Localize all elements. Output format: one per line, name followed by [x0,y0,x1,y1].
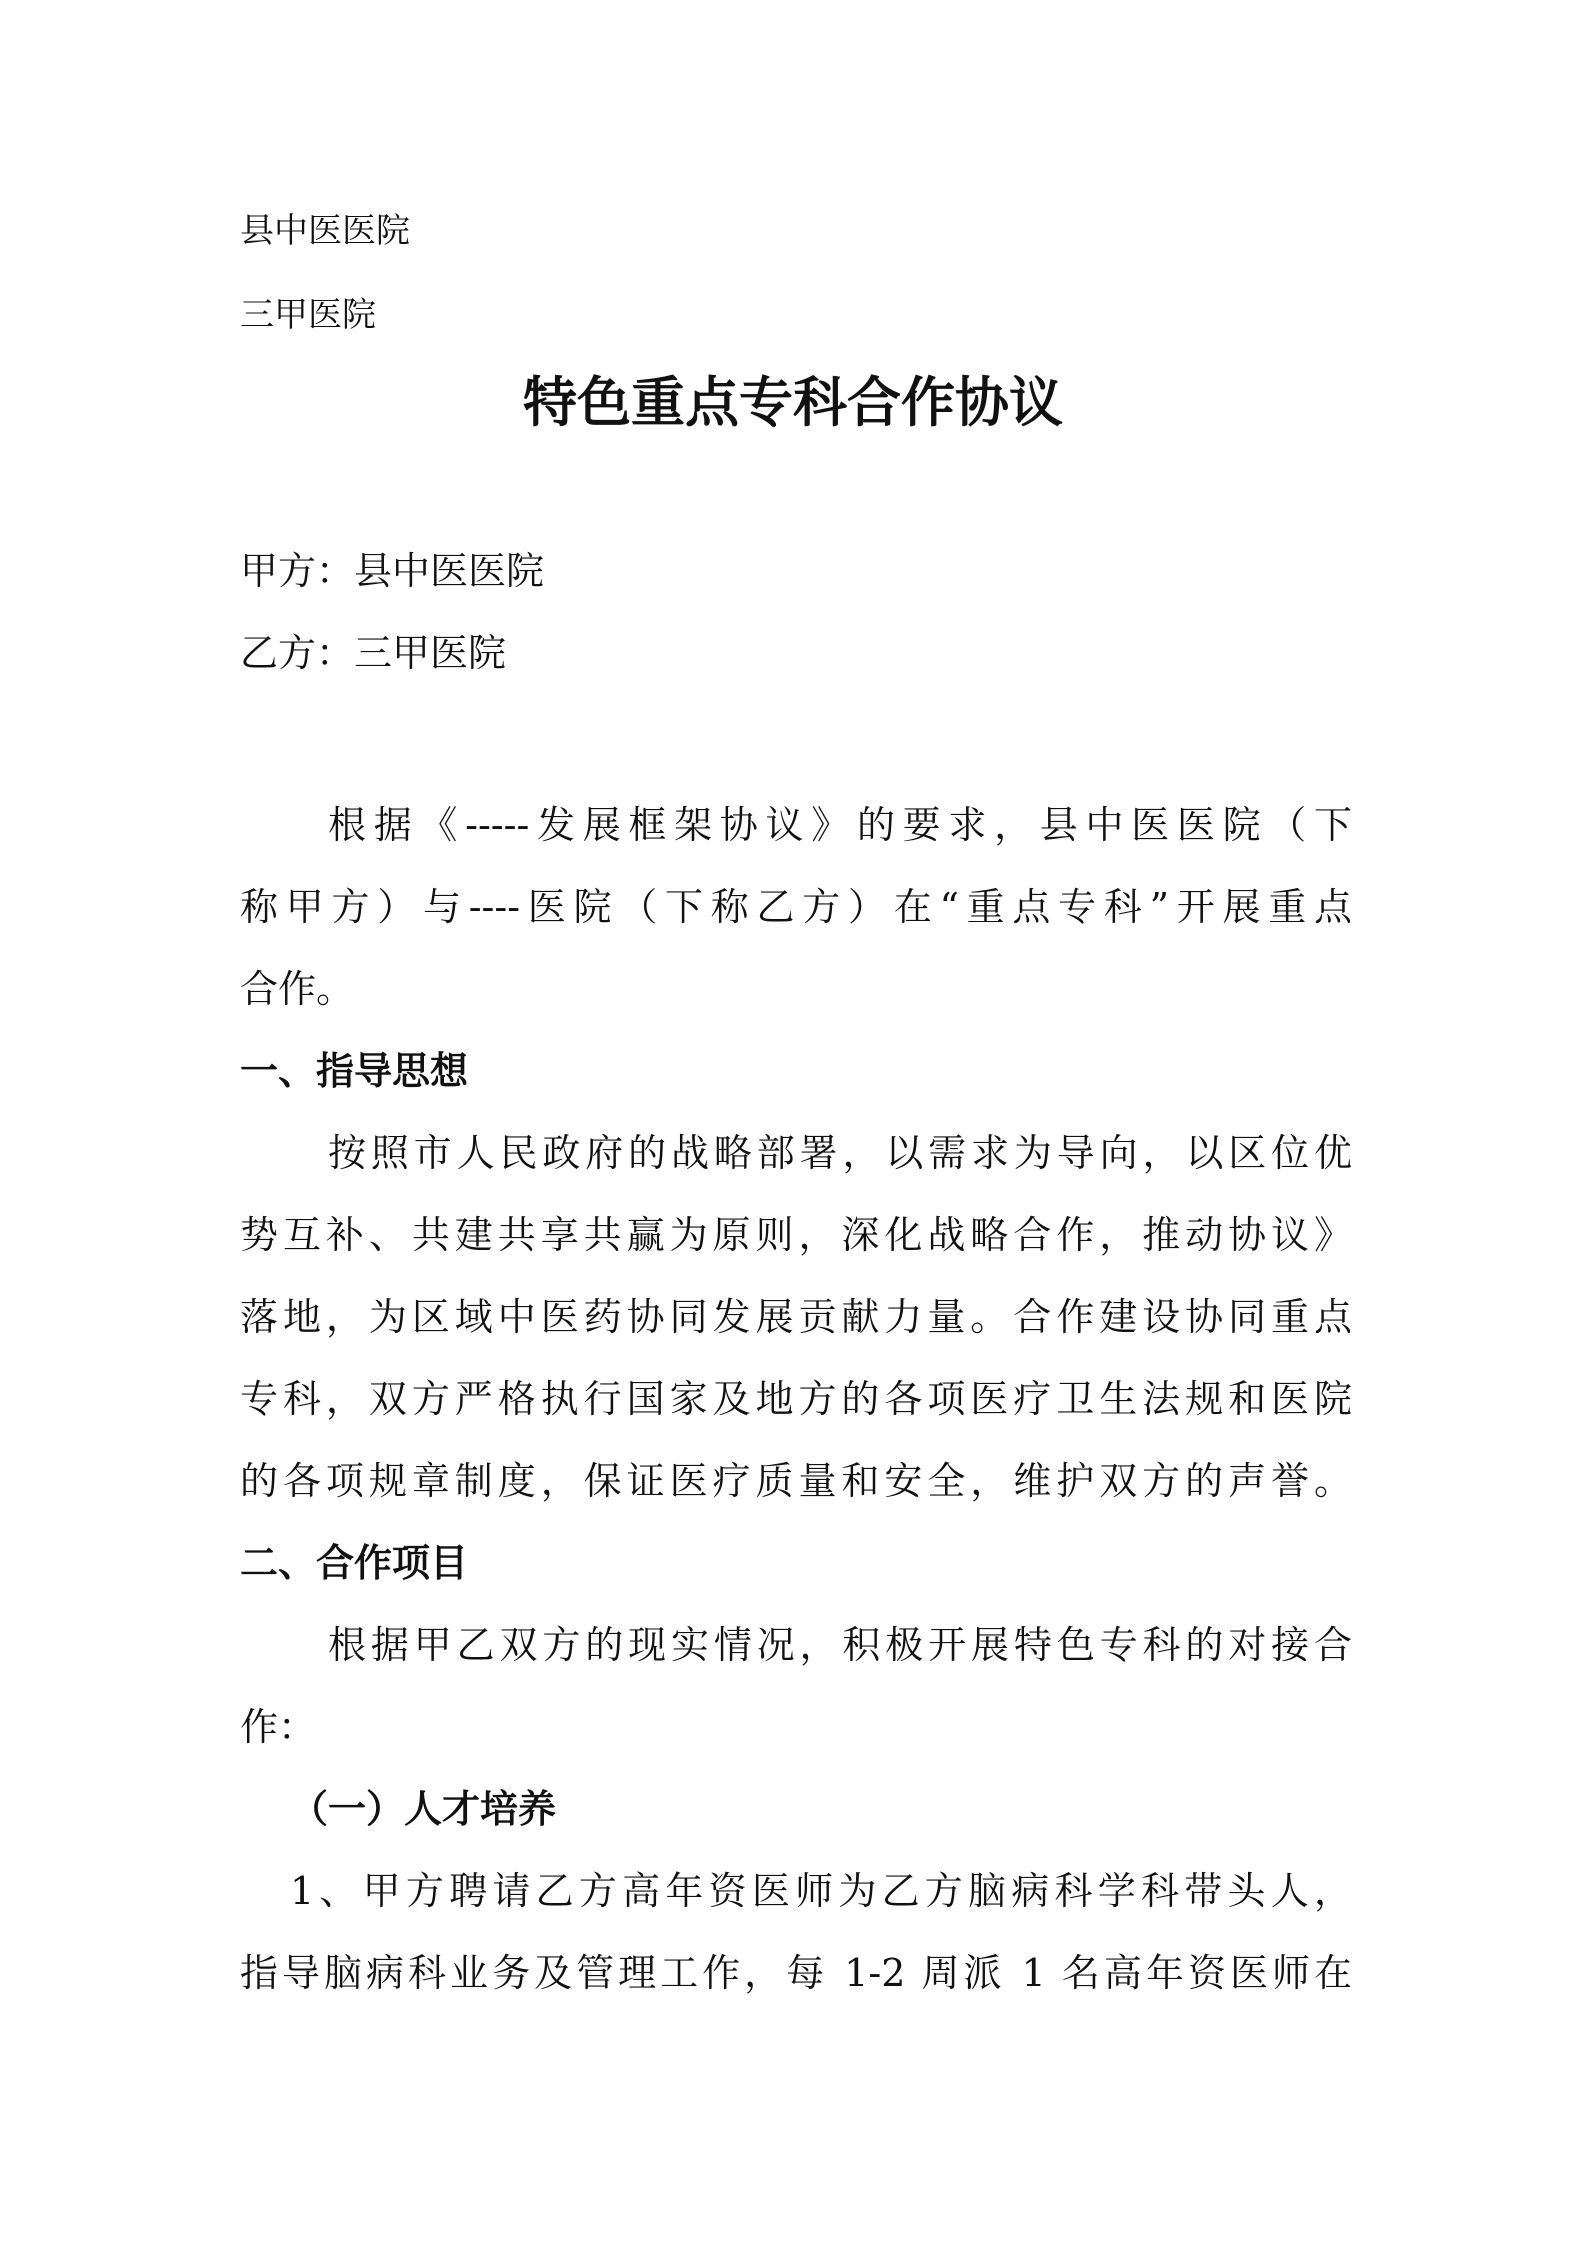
item-1-line-2: 指导脑病科业务及管理工作，每 1-2 周派 1 名高年资医师在 [240,1951,1352,1995]
section-2-line-1: 根据甲乙双方的现实情况，积极开展特色专科的对接合 [328,1623,1352,1667]
section-1-line-4: 专科，双方严格执行国家及地方的各项医疗卫生法规和医院 [240,1377,1352,1421]
item-1-line-1: 1、甲方聘请乙方高年资医师为乙方脑病科学科带头人， [290,1869,1352,1913]
section-1-line-5: 的各项规章制度，保证医疗质量和安全，维护双方的声誉。 [240,1459,1352,1503]
party-b: 乙方：三甲医院 [240,631,507,675]
intro-line-3: 合作。 [240,967,355,1011]
header-line-2: 三甲医院 [240,295,376,335]
header-line-1: 县中医医院 [240,211,410,251]
section-2-line-2: 作： [240,1705,317,1749]
section-1-line-2: 势互补、共建共享共赢为原则，深化战略合作，推动协议》 [240,1213,1352,1257]
section-1-heading: 一、指导思想 [240,1049,469,1093]
intro-line-2: 称甲方）与----医院（下称乙方）在“重点专科”开展重点 [240,885,1352,929]
section-2-subheading: （一）人才培养 [290,1787,557,1831]
section-1-line-3: 落地，为区域中医药协同发展贡献力量。合作建设协同重点 [240,1295,1352,1339]
section-1-line-1: 按照市人民政府的战略部署，以需求为导向，以区位优 [328,1131,1352,1175]
section-2-heading: 二、合作项目 [240,1541,469,1585]
document-title: 特色重点专科合作协议 [523,370,1063,434]
intro-line-1: 根据《-----发展框架协议》的要求，县中医医院（下 [328,803,1352,847]
party-a: 甲方：县中医医院 [240,549,545,593]
